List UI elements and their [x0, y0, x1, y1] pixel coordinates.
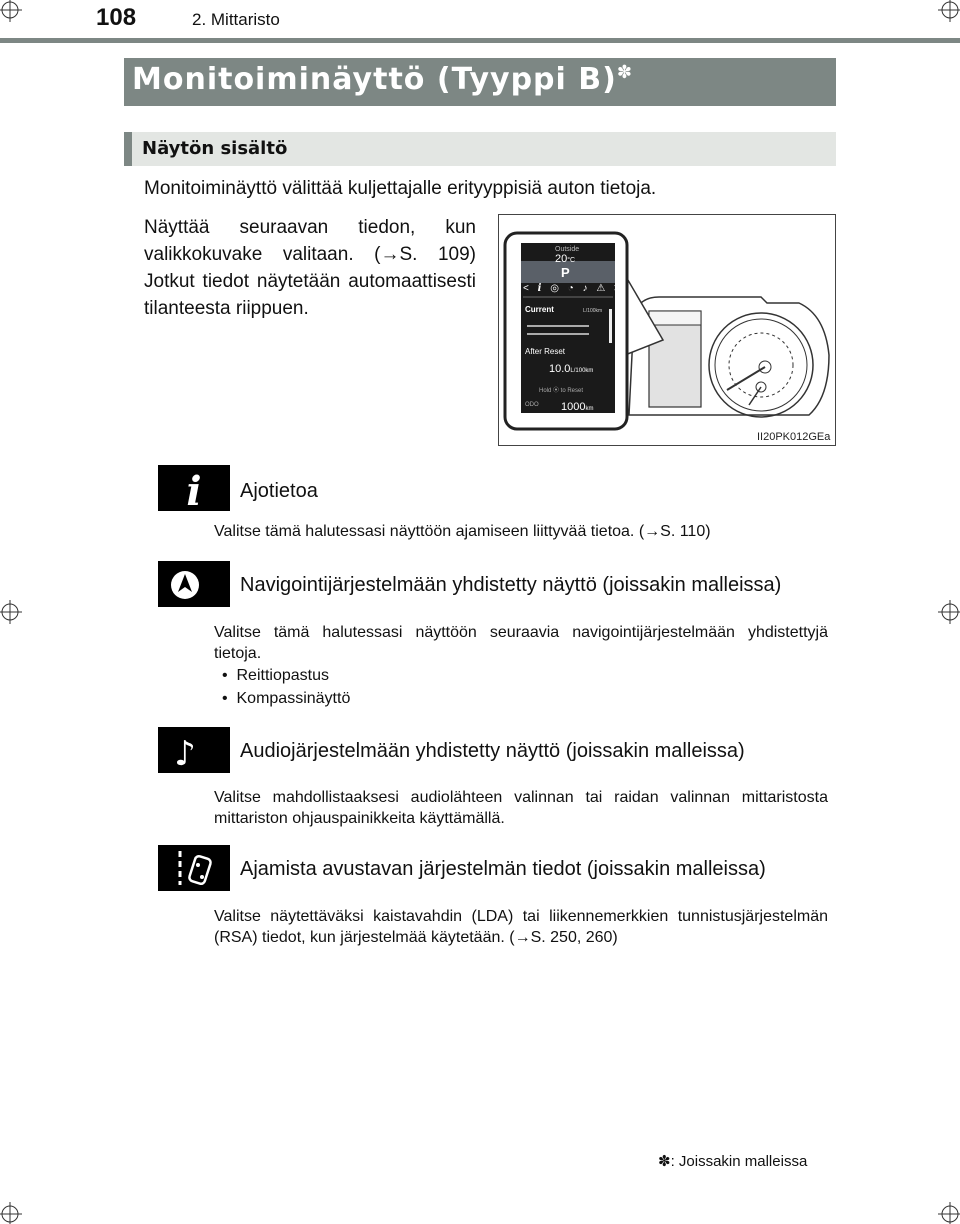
display-odo-reading	[561, 397, 593, 415]
item-desc-audio: Valitse mahdollistaaksesi audiolähteen valinnan tai raidan valinnan mittaristosta mittariston ohjauspainikkeita käyttämällä.	[214, 789, 828, 827]
info-icon	[158, 465, 230, 511]
list-item-text: Reittiopastus	[236, 667, 329, 684]
driving-assist-icon	[158, 845, 230, 891]
page-title-text: Monitoiminäyttö (Tyyppi B)	[132, 62, 617, 97]
crop-mark-top-left	[0, 0, 30, 30]
display-after-reset-value: 10.0	[549, 363, 571, 375]
driving-assist-icon-box	[158, 845, 230, 891]
item-desc-navigation: Valitse tämä halutessasi näyttöön seuraavia navigointijärjestelmään yhdistettyjä tietoja.	[214, 624, 828, 662]
crop-mark-bottom-right	[930, 1194, 960, 1224]
page-number: 108	[96, 4, 137, 31]
page-title	[132, 62, 633, 97]
section-heading: Näytön sisältö	[142, 138, 288, 159]
display-after-reset-reading	[549, 359, 593, 377]
navigation-icon-box	[158, 561, 230, 607]
crop-mark-bottom-left	[0, 1194, 30, 1224]
item-desc-driving-assist: Valitse näytettäväksi kaistavahdin (LDA) tai liikennemerkkien tunnistusjärjestelmän (RSA) tiedot, kun järjestelmää käytetään. (→S. 250, 260)	[214, 908, 828, 946]
display-after-reset-label: After Reset	[525, 347, 566, 356]
navigation-icon	[158, 561, 230, 607]
list-item-text: Kompassinäyttö	[236, 690, 351, 707]
item-title-navigation: Navigointijärjestelmään yhdistetty näyttö (joissakin malleissa)	[240, 574, 782, 596]
instrument-cluster-illustration	[499, 215, 835, 445]
svg-text:♪: ♪	[174, 734, 196, 773]
item-desc-trip-info: Valitse tämä halutessasi näyttöön ajamiseen liittyvää tietoa. (→S. 110)	[214, 523, 711, 540]
crop-mark-mid-left	[0, 598, 30, 628]
bullet-mark: •	[222, 690, 237, 707]
instrument-cluster-figure	[498, 214, 836, 446]
list-item-compass	[222, 688, 350, 709]
model-note-mark: ✽	[616, 62, 633, 83]
display-odo-unit: km	[585, 406, 594, 412]
display-gear: P	[561, 265, 570, 280]
footnote: ✽: Joissakin malleissa	[658, 1153, 808, 1170]
figure-code: II20PK012GEa	[757, 431, 831, 443]
display-current-unit: L/100km	[583, 308, 603, 314]
crop-mark-top-right	[930, 0, 960, 30]
body-paragraph: Näyttää seuraavan tiedon, kun valikkokuvake valitaan. (→S. 109) Jotkut tiedot näytetään automaattisesti tilanteesta riippuen.	[144, 217, 476, 319]
display-after-reset-unit: L/100km	[570, 368, 594, 374]
display-current-label: Current	[525, 305, 554, 314]
display-odo-value: 1000	[561, 401, 586, 413]
bullet-mark: •	[222, 667, 237, 684]
chapter-title: 2. Mittaristo	[192, 10, 280, 29]
display-outside-label: Outside	[555, 246, 580, 253]
display-temperature-value: 20	[555, 253, 568, 265]
display-hold-label: Hold ⦿ to Reset	[539, 388, 584, 394]
display-odo-label: ODO	[525, 402, 539, 408]
list-item-route-guidance	[222, 665, 329, 686]
display-temperature	[555, 253, 575, 265]
music-note-icon-box	[158, 727, 230, 773]
music-note-icon	[158, 727, 230, 773]
info-icon-box	[158, 465, 230, 511]
svg-text:i: i	[186, 468, 202, 511]
item-title-trip-info: Ajotietoa	[240, 480, 318, 502]
header-rule	[0, 38, 960, 43]
crop-mark-mid-right	[930, 598, 960, 628]
intro-text: Monitoiminäyttö välittää kuljettajalle erityyppisiä auton tietoja.	[144, 178, 657, 199]
display-menu-icons: < i ◎ ◔ ♪ ⚠ >	[523, 283, 623, 294]
item-title-driving-assist: Ajamista avustavan järjestelmän tiedot (joissakin malleissa)	[240, 858, 766, 880]
item-title-audio: Audiojärjestelmään yhdistetty näyttö (joissakin malleissa)	[240, 740, 745, 762]
display-temperature-unit: °C	[567, 257, 576, 264]
